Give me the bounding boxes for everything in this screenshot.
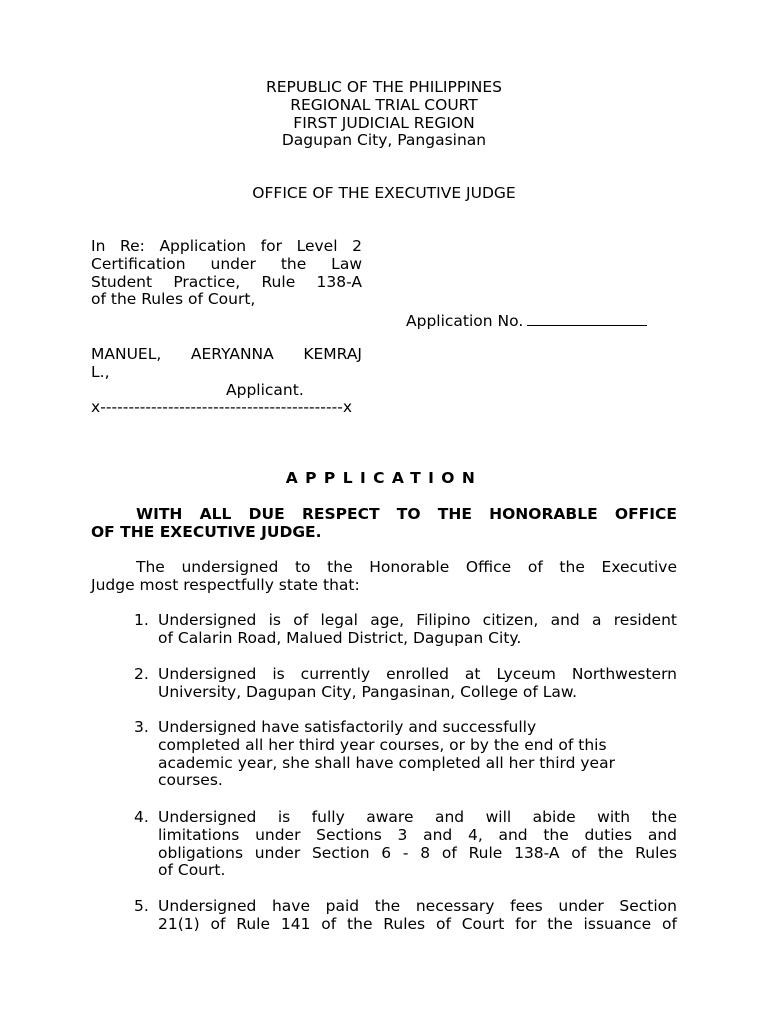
respect-paragraph <box>91 506 677 542</box>
applicant-name <box>91 346 362 382</box>
applicant-name-line: MANUEL, AERYANNA KEMRAJ <box>91 345 362 363</box>
list-item-line: obligations under Section 6 - 8 of Rule 138-A of the Rules <box>158 843 677 862</box>
court-header <box>0 79 768 150</box>
list-item-line: of Calarin Road, Malued District, Dagupan City. <box>158 628 522 647</box>
respect-line: WITH ALL DUE RESPECT TO THE HONORABLE OFFICE <box>136 505 677 523</box>
list-item-line: Undersigned have satisfactorily and successfully <box>158 718 537 736</box>
caption-line: In Re: Application for Level 2 <box>91 237 362 255</box>
office-heading: OFFICE OF THE EXECUTIVE JUDGE <box>252 184 516 202</box>
list-item-line: limitations under Sections 3 and 4, and the duties and <box>158 825 677 844</box>
list-item-line: University, Dagupan City, Pangasinan, College of Law. <box>158 682 578 701</box>
intro-line: Judge most respectfully state that: <box>91 575 360 594</box>
header-court: REGIONAL TRIAL COURT <box>290 95 478 114</box>
list-item-line: Undersigned is currently enrolled at Lyceum Northwestern <box>158 665 677 683</box>
intro-line: The undersigned to the Honorable Office of the Executive <box>136 558 677 576</box>
application-number-blank <box>527 311 647 326</box>
list-item-line: Undersigned have paid the necessary fees under Section <box>158 897 677 915</box>
list-item-text <box>158 612 677 648</box>
application-number-label: Application No. <box>406 312 524 330</box>
caption-line: Student Practice, Rule 138-A <box>91 272 362 291</box>
applicant-name-line: L., <box>91 362 110 381</box>
caption-separator: x-------------------------------------------x <box>91 398 353 416</box>
applicant-label: Applicant. <box>226 381 304 399</box>
header-republic: REPUBLIC OF THE PHILIPPINES <box>265 78 502 96</box>
respect-line: OF THE EXECUTIVE JUDGE. <box>91 522 322 541</box>
list-item-number: 5. <box>134 897 149 915</box>
list-item-number: 1. <box>134 611 149 629</box>
header-region: FIRST JUDICIAL REGION <box>293 113 475 132</box>
list-item-text <box>158 666 677 702</box>
list-item-line: of Court. <box>158 861 226 880</box>
list-item-line: Undersigned is of legal age, Filipino citizen, and a resident <box>158 611 677 629</box>
list-item-text <box>158 898 677 934</box>
caption-line: Certification under the Law <box>91 254 362 273</box>
list-item-number: 3. <box>134 718 149 736</box>
caption-line: of the Rules of Court, <box>91 290 256 309</box>
application-number <box>406 311 647 331</box>
intro-paragraph <box>91 559 677 595</box>
list-item-line: Undersigned is fully aware and will abide with the <box>158 808 677 826</box>
list-item-line: courses. <box>158 771 223 790</box>
list-item-text <box>158 809 677 880</box>
list-item-text <box>158 719 677 790</box>
list-item-line: academic year, she shall have completed all her third year <box>158 753 615 772</box>
document-title: APPLICATION <box>285 469 483 487</box>
list-item-number: 4. <box>134 808 149 826</box>
list-item-number: 2. <box>134 665 149 683</box>
list-item-line: completed all her third year courses, or by the end of this <box>158 735 607 754</box>
list-item-line: 21(1) of Rule 141 of the Rules of Court for the issuance of <box>158 914 677 933</box>
header-city: Dagupan City, Pangasinan <box>281 131 487 150</box>
case-caption-in-re <box>91 238 362 309</box>
